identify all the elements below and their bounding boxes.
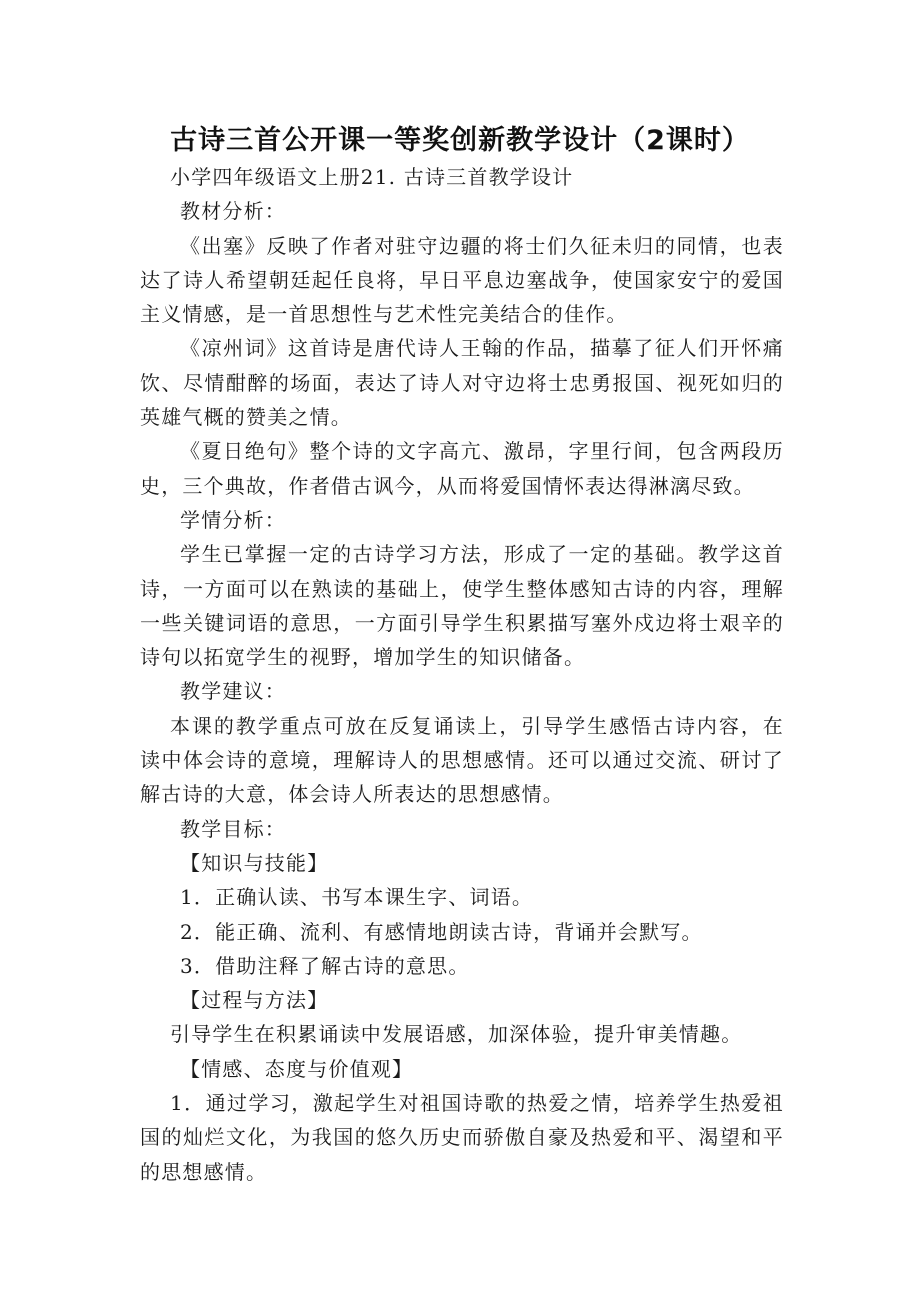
document-subtitle: 小学四年级语文上册21. 古诗三首教学设计 bbox=[170, 165, 574, 189]
learning-analysis-heading: 学情分析： bbox=[180, 507, 286, 532]
process-method-text: 引导学生在积累诵读中发展语感，加深体验，提升审美情趣。 bbox=[170, 1022, 743, 1047]
emotion-values-heading: 【情感、态度与价值观】 bbox=[180, 1056, 414, 1081]
document-body bbox=[140, 160, 784, 1189]
knowledge-goal-item: 3．借助注释了解古诗的意思。 bbox=[180, 953, 470, 978]
textbook-analysis-heading: 教材分析： bbox=[180, 199, 286, 224]
knowledge-skills-heading: 【知识与技能】 bbox=[180, 850, 329, 875]
teaching-goals-heading: 教学目标： bbox=[180, 816, 286, 841]
teaching-advice-paragraph: 本课的教学重点可放在反复诵读上，引导学生感悟古诗内容，在读中体会诗的意境，理解诗人的思想感情。还可以通过交流、研讨了解古诗的大意，体会诗人所表达的思想感情。 bbox=[140, 713, 784, 807]
teaching-advice-heading: 教学建议： bbox=[180, 679, 286, 704]
knowledge-goal-item: 2．能正确、流利、有感情地朗读古诗，背诵并会默写。 bbox=[180, 919, 703, 944]
document-title: 古诗三首公开课一等奖创新教学设计（2课时） bbox=[170, 125, 750, 156]
knowledge-goal-item: 1．正确认读、书写本课生字、词语。 bbox=[180, 885, 534, 910]
textbook-analysis-paragraph: 《出塞》反映了作者对驻守边疆的将士们久征未归的同情，也表达了诗人希望朝廷起任良将，早日平息边塞战争，使国家安宁的爱国主义情感，是一首思想性与艺术性完美结合的佳作。 bbox=[140, 233, 784, 327]
process-method-heading: 【过程与方法】 bbox=[180, 988, 329, 1013]
emotion-goal-item: 1．通过学习，激起学生对祖国诗歌的热爱之情，培养学生热爱祖国的灿烂文化，为我国的悠久历史而骄傲自豪及热爱和平、渴望和平的思想感情。 bbox=[140, 1091, 784, 1184]
learning-analysis-paragraph: 学生已掌握一定的古诗学习方法，形成了一定的基础。教学这首诗，一方面可以在熟读的基础上，使学生整体感知古诗的内容，理解一些关键词语的意思，一方面引导学生积累描写塞外戍边将士艰辛的诗句以拓宽学生的视野，增加学生的知识储备。 bbox=[140, 542, 784, 670]
textbook-analysis-paragraph: 《夏日绝句》整个诗的文字高亢、激昂，字里行间，包含两段历史，三个典故，作者借古讽今，从而将爱国情怀表达得淋漓尽致。 bbox=[140, 439, 784, 498]
textbook-analysis-paragraph: 《凉州词》这首诗是唐代诗人王翰的作品，描摹了征人们开怀痛饮、尽情酣醉的场面，表达了诗人对守边将士忠勇报国、视死如归的英雄气概的赞美之情。 bbox=[140, 336, 784, 430]
